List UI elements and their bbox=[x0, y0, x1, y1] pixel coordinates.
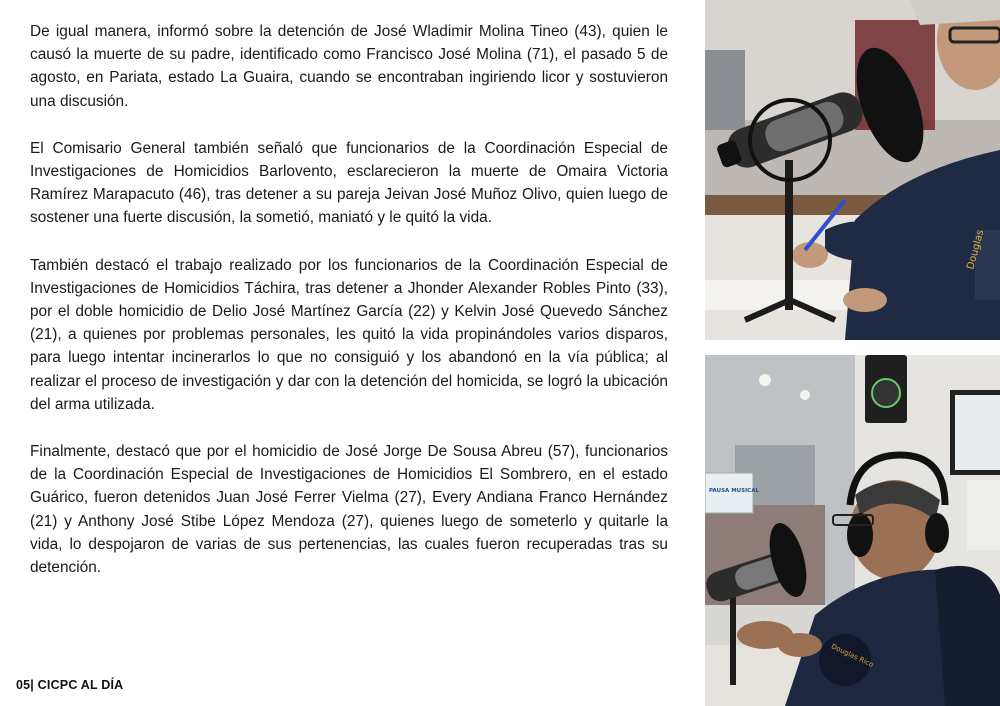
article-body bbox=[30, 20, 668, 603]
page-footer: 05| CICPC AL DÍA bbox=[16, 678, 124, 692]
badge-text-bottom: Douglas Rico bbox=[829, 642, 875, 669]
photo-bottom-illustration bbox=[705, 355, 1000, 706]
photo-top-illustration bbox=[705, 0, 1000, 340]
paragraph-1: De igual manera, informó sobre la detención de José Wladimir Molina Tineo (43), quien le causó la muerte de su padre, identificado como Francisco José Molina (71), el pasado 5 de agosto, en Pariata, estado La Guaira, cuando se encontraban ingiriendo licor y sostuvieron una discusión. bbox=[30, 23, 668, 110]
paragraph-3: También destacó el trabajo realizado por los funcionarios de la Coordinación Especial de Investigaciones de Homicidios Táchira, tras detener a Jhonder Alexander Robles Pinto (33), por el doble homicidio de Delio José Martínez García (22) y Kelvin José Quevedo Sánchez (21), a quienes por problemas personales, les quitó la vida propinándoles varios disparos, para luego intentar incinerarlos lo que no consiguió y los abandonó en la vía pública; al realizar el proceso de investigación y dar con la detención del homicida, se logró la ubicación del arma utilizada. bbox=[30, 256, 668, 413]
photo-radio-interview-bottom bbox=[705, 355, 1000, 706]
paragraph-2: El Comisario General también señaló que funcionarios de la Coordinación Especial de Investigaciones de Homicidios Barlovento, esclarecieron la muerte de Omaira Victoria Ramírez Marapacuto (46), tras detener a su pareja Jeivan José Muñoz Olivo, quien luego de sostener una fuerte discusión, la sometió, maniató y le quitó la vida. bbox=[30, 139, 668, 227]
badge-text-top: Douglas bbox=[965, 228, 987, 271]
pausa-musical-sign: PAUSA MUSICAL bbox=[709, 488, 759, 494]
photo-radio-interview-top bbox=[705, 0, 1000, 340]
paragraph-4: Finalmente, destacó que por el homicidio de José Jorge De Sousa Abreu (57), funcionarios de la Coordinación Especial de Investigaciones de Homicidios El Sombrero, en el estado Guárico, fueron detenidos Juan José Ferrer Vielma (27), Every Andiana Franco Hernández (21) y Anthony José Stibe López Mendoza (27), quienes luego de someterlo y quitarle la vida, lo despojaron de varias de sus pertenencias, las cuales fueron recuperadas tras su detención. bbox=[30, 443, 668, 577]
